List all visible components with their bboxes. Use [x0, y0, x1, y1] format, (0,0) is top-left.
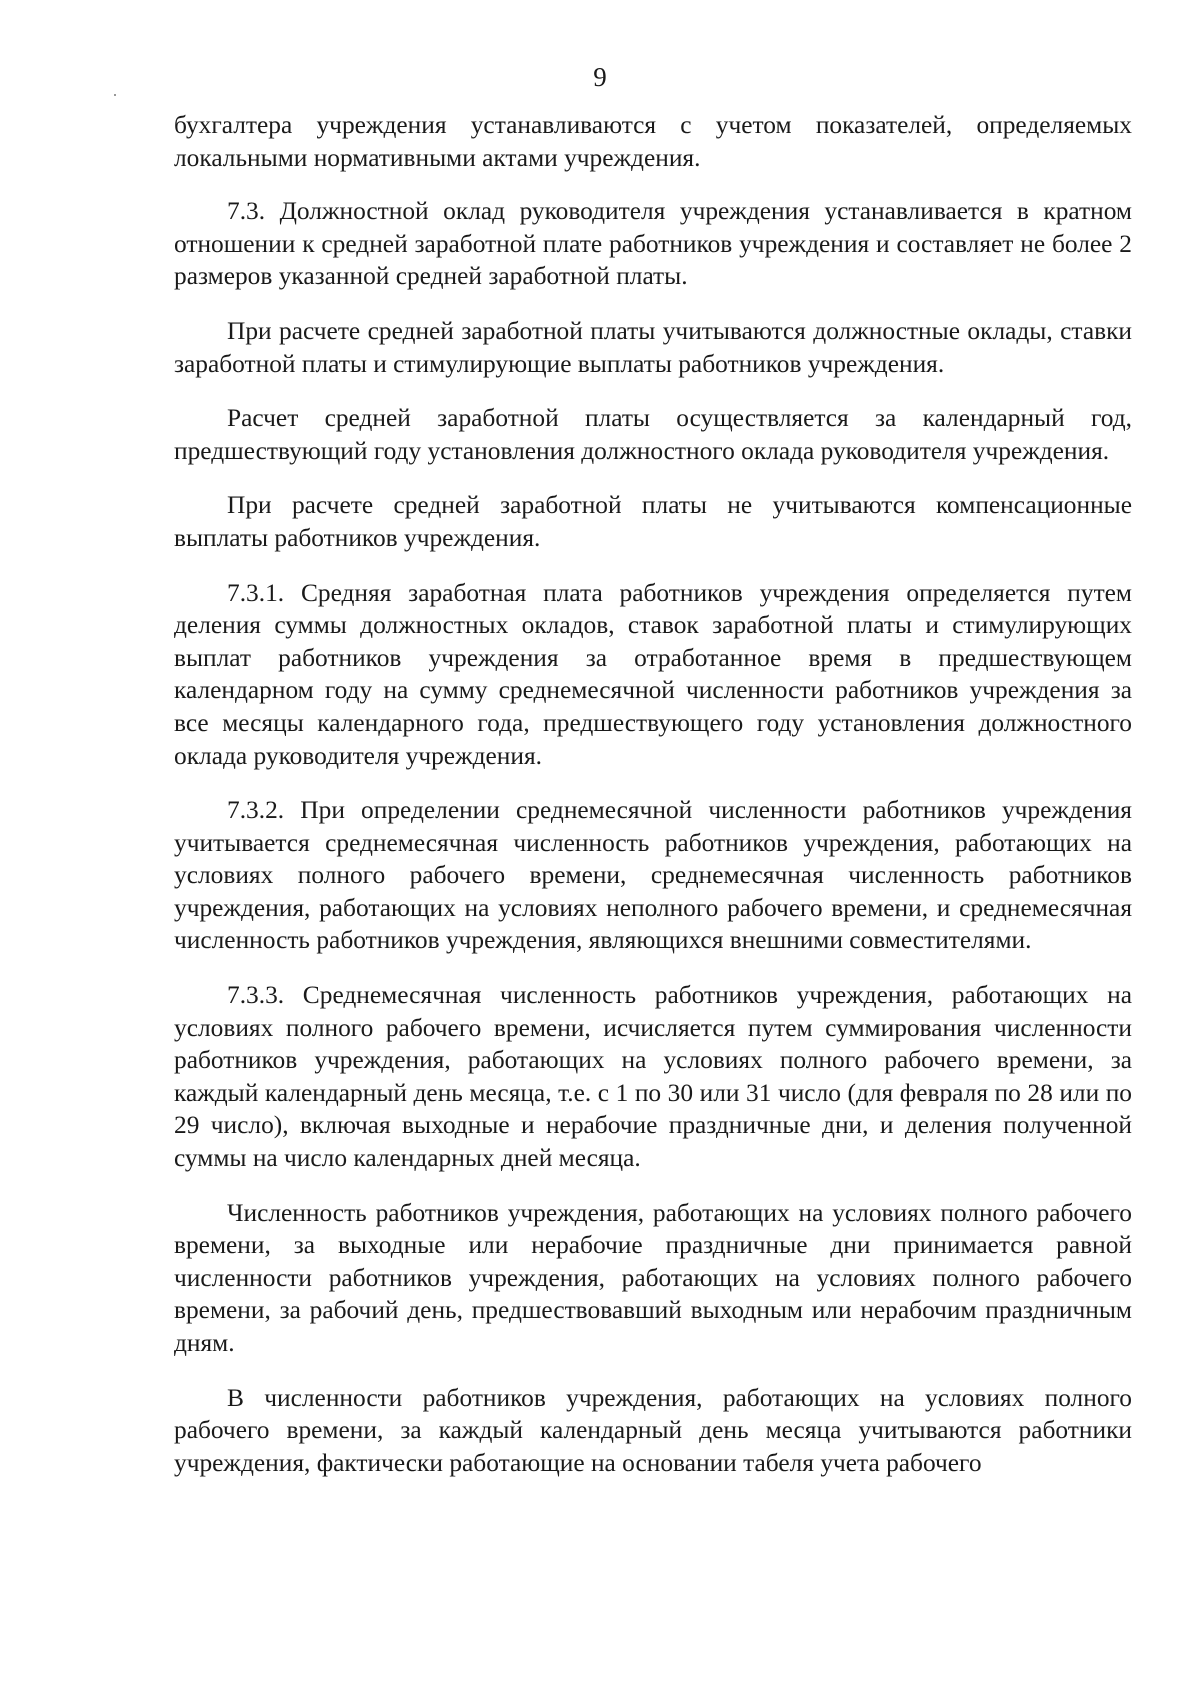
document-body	[174, 109, 1132, 1501]
paragraph-holiday-headcount: Численность работников учреждения, работающих на условиях полного рабочего времени, за выходные или нерабочие праздничные дни принимается равной численности работников учреждения, работающих на условиях полного рабочего времени, за рабочий день, предшествовавший выходным или нерабочим праздничным дням.	[174, 1198, 1132, 1357]
paragraph-7-3: 7.3. Должностной оклад руководителя учреждения устанавливается в кратном отношении к средней заработной плате работников учреждения и составляет не более 2 размеров указанной средней заработной платы.	[174, 197, 1132, 291]
paragraph-continuation: бухгалтера учреждения устанавливаются с учетом показателей, определяемых локальными нормативными актами учреждения.	[174, 111, 1132, 172]
scan-speck	[114, 94, 116, 96]
paragraph-calculation-includes: При расчете средней заработной платы учитываются должностные оклады, ставки заработной платы и стимулирующие выплаты работников учреждения.	[174, 316, 1132, 378]
paragraph-daily-headcount: В численности работников учреждения, работающих на условиях полного рабочего времени, за каждый календарный день месяца учитываются работники учреждения, фактически работающие на основании табеля учета рабочего	[174, 1383, 1132, 1477]
paragraph-7-3-1: 7.3.1. Средняя заработная плата работников учреждения определяется путем деления суммы должностных окладов, ставок заработной платы и стимулирующих выплат работников учреждения за отработанное время в предшествующем календарном году на сумму среднемесячной численности работников учреждения за все месяцы календарного года, предшествующего году установления должностного оклада руководителя учреждения.	[174, 578, 1132, 770]
page-number: 9	[593, 62, 607, 92]
paragraph-7-3-3: 7.3.3. Среднемесячная численность работников учреждения, работающих на условиях полного рабочего времени, исчисляется путем суммирования численности работников учреждения, работающих на условиях полного рабочего времени, за каждый календарный день месяца, т.е. с 1 по 30 или 31 число (для февраля по 28 или по 29 число), включая выходные и нерабочие праздничные дни, и деления полученной суммы на число календарных дней месяца.	[174, 981, 1132, 1173]
paragraph-7-3-2: 7.3.2. При определении среднемесячной численности работников учреждения учитывается среднемесячная численность работников учреждения, работающих на условиях полного рабочего времени, среднемесячная численность работников учреждения, работающих на условиях неполного рабочего времени, и среднемесячная численность работников учреждения, являющихся внешними совместителями.	[174, 796, 1132, 955]
paragraph-calculation-period: Расчет средней заработной платы осуществляется за календарный год, предшествующий году установления должностного оклада руководителя учреждения.	[174, 404, 1132, 465]
paragraph-calculation-excludes: При расчете средней заработной платы не учитываются компенсационные выплаты работников учреждения.	[174, 491, 1132, 552]
